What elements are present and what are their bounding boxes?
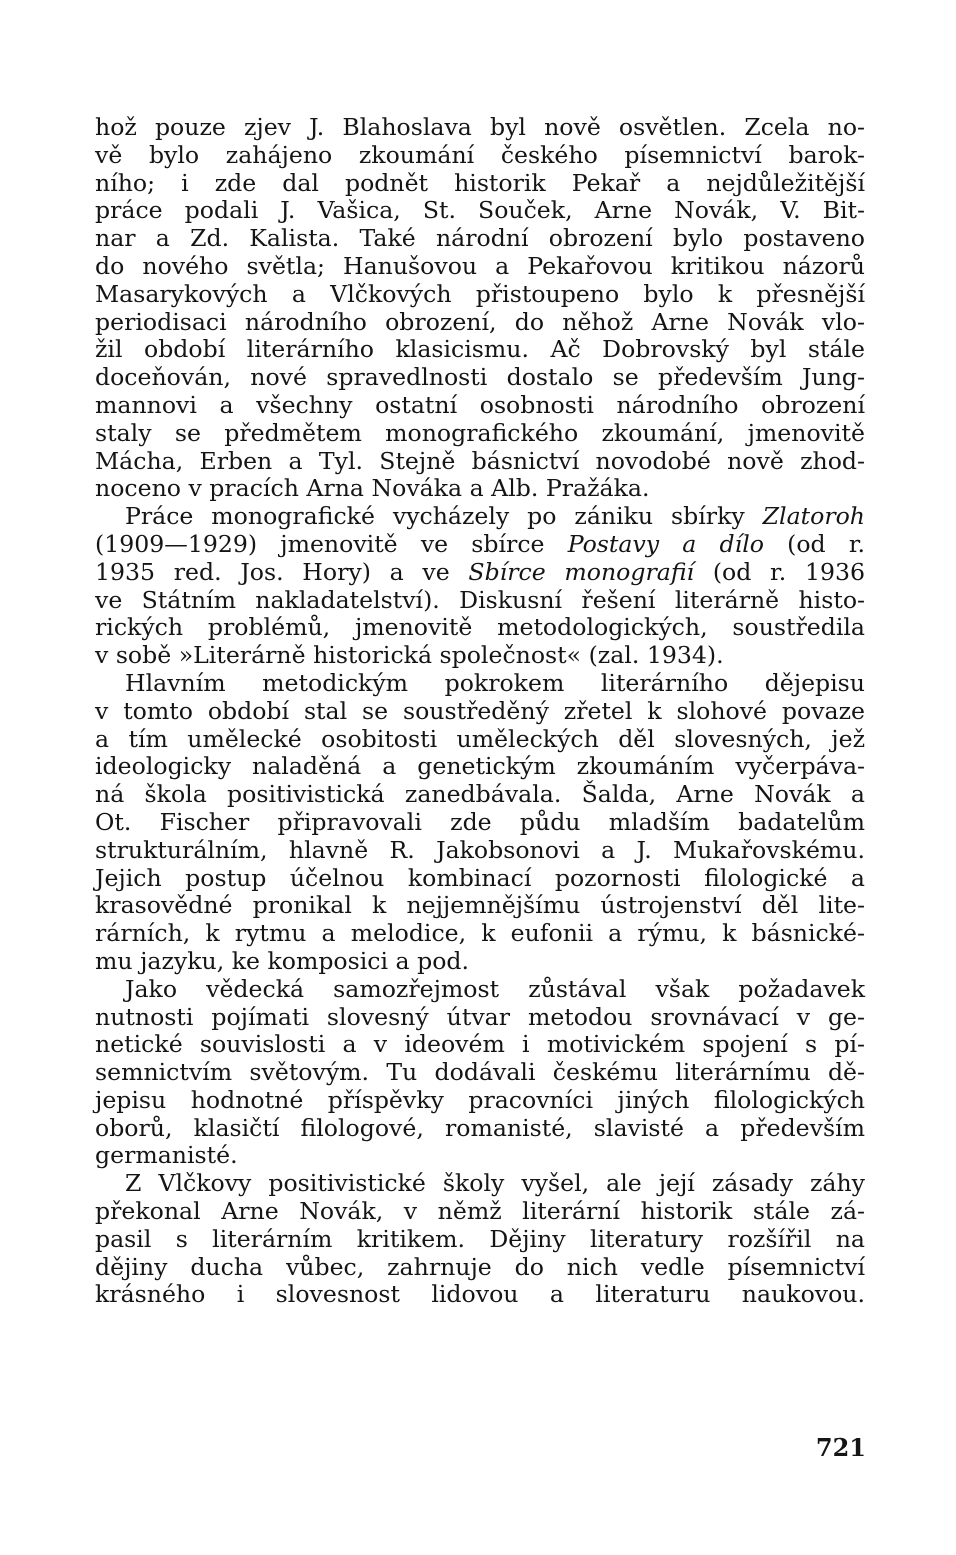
text-segment: rárních, k rytmu a melodice, k eufonii a rýmu, k básnické- xyxy=(95,919,865,948)
text-line xyxy=(95,1254,865,1282)
text-segment: doceňován, nové spravedlnosti dostalo se především Jung- xyxy=(95,363,865,392)
text-segment: do nového světla; Hanušovou a Pekařovou kritikou názorů xyxy=(95,251,865,280)
text-segment: nutnosti pojímati slovesný útvar metodou srovnávací v ge- xyxy=(95,1002,865,1031)
text-line xyxy=(95,865,865,893)
text-segment: (od r. 1936 xyxy=(694,557,865,586)
text-line xyxy=(95,114,865,142)
text-segment: pasil s literárním kritikem. Dějiny literatury rozšířil na xyxy=(95,1224,865,1253)
text-segment: strukturálním, hlavně R. Jakobsonovi a J. Mukařovskému. xyxy=(95,835,865,864)
text-segment: Z Vlčkovy positivistické školy vyšel, ale její zásady záhy xyxy=(125,1169,865,1198)
text-segment: práce podali J. Vašica, St. Souček, Arne Novák, V. Bit- xyxy=(95,196,865,225)
page-number: 721 xyxy=(815,1433,866,1462)
text-segment: germanisté. xyxy=(95,1141,238,1170)
text-segment: 1935 red. Jos. Hory) a ve xyxy=(95,557,469,586)
text-segment: ního; i zde dal podnět historik Pekař a nejdůležitější xyxy=(95,168,865,197)
text-line xyxy=(95,475,865,503)
text-segment: oborů, klasičtí filologové, romanisté, slavisté a především xyxy=(95,1113,865,1142)
text-line xyxy=(95,559,865,587)
text-segment: vě bylo zahájeno zkoumání českého písemnictví barok- xyxy=(95,140,865,169)
text-line xyxy=(95,1198,865,1226)
italic-title: Sbírce monografií xyxy=(468,557,695,586)
text-line xyxy=(95,225,865,253)
text-segment: a tím umělecké osobitosti uměleckých děl slovesných, jež xyxy=(95,724,865,753)
text-segment: Jejich postup účelnou kombinací pozornosti filologické a xyxy=(95,863,865,892)
text-line xyxy=(95,448,865,476)
text-line xyxy=(95,281,865,309)
text-line xyxy=(95,642,865,670)
text-segment: staly se předmětem monografického zkoumání, jmenovitě xyxy=(95,418,865,447)
text-line xyxy=(95,197,865,225)
text-segment: v tomto období stal se soustředěný zřetel k slohové povaze xyxy=(95,696,865,725)
text-line xyxy=(95,614,865,642)
text-segment: dějiny ducha vůbec, zahrnuje do nich vedle písemnictví xyxy=(95,1252,865,1281)
text-segment: nar a Zd. Kalista. Také národní obrození bylo postaveno xyxy=(95,224,865,253)
text-segment: Práce monografické vycházely po zániku sbírky xyxy=(125,502,763,531)
text-segment: Ot. Fischer připravovali zde půdu mladším badatelům xyxy=(95,807,865,836)
text-line xyxy=(95,1115,865,1143)
italic-title: Postavy a dílo xyxy=(567,529,764,558)
text-line xyxy=(95,1226,865,1254)
italic-title: Zlatoroh xyxy=(762,502,865,531)
text-segment: rických problémů, jmenovitě metodologických, soustředila xyxy=(95,613,865,642)
text-line xyxy=(95,1142,865,1170)
text-line xyxy=(95,309,865,337)
text-segment: (1909—1929) jmenovitě ve sbírce xyxy=(95,529,568,558)
text-line xyxy=(95,1004,865,1032)
text-segment: mu jazyku, ke komposici a pod. xyxy=(95,946,470,975)
text-segment: noceno v pracích Arna Nováka a Alb. Pražáka. xyxy=(95,474,650,503)
text-line xyxy=(95,809,865,837)
text-segment: Hlavním metodickým pokrokem literárního dějepisu xyxy=(125,668,865,697)
body-text xyxy=(95,114,865,1309)
text-segment: ideologicky naladěná a genetickým zkoumáním vyčerpáva- xyxy=(95,752,865,781)
text-line xyxy=(95,1281,865,1309)
text-segment: Mácha, Erben a Tyl. Stejně básnictví novodobé nově zhod- xyxy=(95,446,865,475)
text-line xyxy=(95,1087,865,1115)
text-segment: hož pouze zjev J. Blahoslava byl nově osvětlen. Zcela no- xyxy=(95,113,865,141)
text-line xyxy=(95,392,865,420)
text-line xyxy=(95,726,865,754)
text-segment: netické souvislosti a v ideovém i motivickém spojení s pí- xyxy=(95,1030,865,1059)
text-line xyxy=(95,253,865,281)
text-line xyxy=(95,587,865,615)
text-segment: krásného i slovesnost lidovou a literaturu naukovou. xyxy=(95,1280,865,1309)
text-line xyxy=(95,1031,865,1059)
text-line xyxy=(95,753,865,781)
text-line xyxy=(95,420,865,448)
text-segment: mannovi a všechny ostatní osobnosti národního obrození xyxy=(95,390,865,419)
text-segment: jepisu hodnotné příspěvky pracovníci jiných filologických xyxy=(95,1085,865,1114)
text-line xyxy=(95,531,865,559)
text-line xyxy=(95,336,865,364)
text-segment: žil období literárního klasicismu. Ač Dobrovský byl stále xyxy=(95,335,865,364)
text-line xyxy=(95,920,865,948)
text-segment: Jako vědecká samozřejmost zůstával však požadavek xyxy=(125,974,865,1003)
text-line xyxy=(95,142,865,170)
text-segment: periodisaci národního obrození, do něhož Arne Novák vlo- xyxy=(95,307,865,336)
text-segment: semnictvím světovým. Tu dodávali českému literárnímu dě- xyxy=(95,1058,865,1087)
text-segment: ná škola positivistická zanedbávala. Šalda, Arne Novák a xyxy=(95,780,865,809)
text-line xyxy=(95,948,865,976)
text-segment: krasovědné pronikal k nejjemnějšímu ústrojenství děl lite- xyxy=(95,891,865,920)
text-line xyxy=(95,503,865,531)
text-segment: ve Státním nakladatelství). Diskusní řešení literárně histo- xyxy=(95,585,865,614)
text-line xyxy=(95,1170,865,1198)
text-line xyxy=(95,837,865,865)
text-segment: v sobě »Literárně historická společnost« (zal. 1934). xyxy=(95,641,724,670)
text-line xyxy=(95,170,865,198)
text-line xyxy=(95,670,865,698)
text-line xyxy=(95,976,865,1004)
text-line xyxy=(95,1059,865,1087)
text-segment: Masarykových a Vlčkových přistoupeno bylo k přesnější xyxy=(95,279,865,308)
text-line xyxy=(95,781,865,809)
text-line xyxy=(95,698,865,726)
text-line xyxy=(95,364,865,392)
text-line xyxy=(95,892,865,920)
text-segment: (od r. xyxy=(763,529,866,558)
text-segment: překonal Arne Novák, v němž literární historik stále zá- xyxy=(95,1197,865,1226)
